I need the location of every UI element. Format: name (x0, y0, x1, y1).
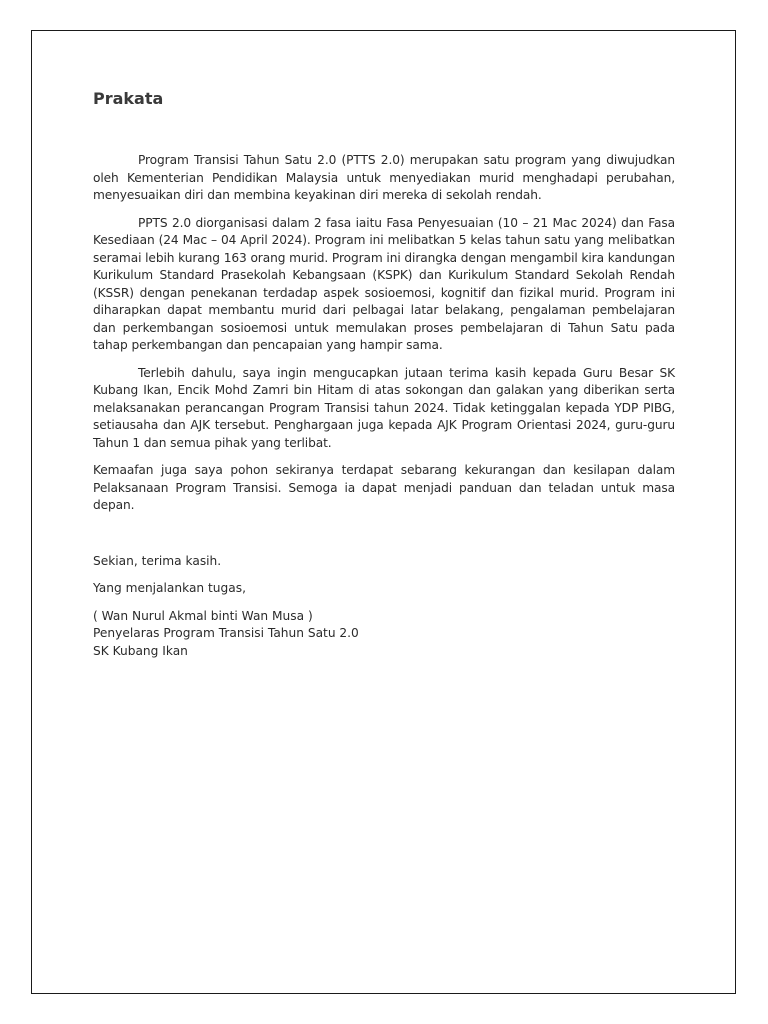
closing-duty: Yang menjalankan tugas, (93, 581, 246, 595)
paragraph-intro: Program Transisi Tahun Satu 2.0 (PTTS 2.0) merupakan satu program yang diwujudkan oleh Kementerian Pendidikan Malaysia untuk menyediakan murid menghadapi perubahan, menyesuaikan diri dan membina keyakinan diri mereka di sekolah rendah. (93, 153, 675, 202)
document-body (93, 88, 675, 660)
signature-position: Penyelaras Program Transisi Tahun Satu 2.0 (93, 626, 359, 640)
document-title: Prakata (93, 89, 164, 108)
spacer (93, 525, 675, 553)
paragraph-apology: Kemaafan juga saya pohon sekiranya terdapat sebarang kekurangan dan kesilapan dalam Pelaksanaan Program Transisi. Semoga ia dapat menjadi panduan dan teladan untuk masa depan. (93, 463, 675, 512)
paragraph-phases: PPTS 2.0 diorganisasi dalam 2 fasa iaitu Fasa Penyesuaian (10 – 21 Mac 2024) dan Fasa Kesediaan (24 Mac – 04 April 2024). Program ini melibatkan 5 kelas tahun satu yang melibatkan seramai lebih kurang 163 orang murid. Program ini dirangka dengan mengambil kira kandungan Kurikulum Standard Prasekolah Kebangsaan (KSPK) dan Kurikulum Standard Sekolah Rendah (KSSR) dengan penekanan terdadap aspek sosioemosi, kognitif dan fizikal murid. Program ini diharapkan dapat membantu murid dari pelbagai latar belakang, pengalaman pembelajaran dan perkembangan sosioemosi untuk memulakan proses pembelajaran di Tahun Satu pada tahap perkembangan dan pencapaian yang hampir sama. (93, 215, 675, 352)
signature-name: ( Wan Nurul Akmal binti Wan Musa ) (93, 608, 313, 623)
signature-block (93, 608, 675, 661)
closing-thanks: Sekian, terima kasih. (93, 553, 222, 568)
paragraph-thanks: Terlebih dahulu, saya ingin mengucapkan jutaan terima kasih kepada Guru Besar SK Kubang Ikan, Encik Mohd Zamri bin Hitam di atas sokongan dan galakan yang diberikan serta melaksanakan perancangan Program Transisi tahun 2024. Tidak ketinggalan kepada YDP PIBG, setiausaha dan AJK tersebut. Penghargaan juga kepada AJK Program Orientasi 2024, guru-guru Tahun 1 dan semua pihak yang terlibat. (93, 365, 675, 450)
signature-school: SK Kubang Ikan (93, 643, 188, 658)
